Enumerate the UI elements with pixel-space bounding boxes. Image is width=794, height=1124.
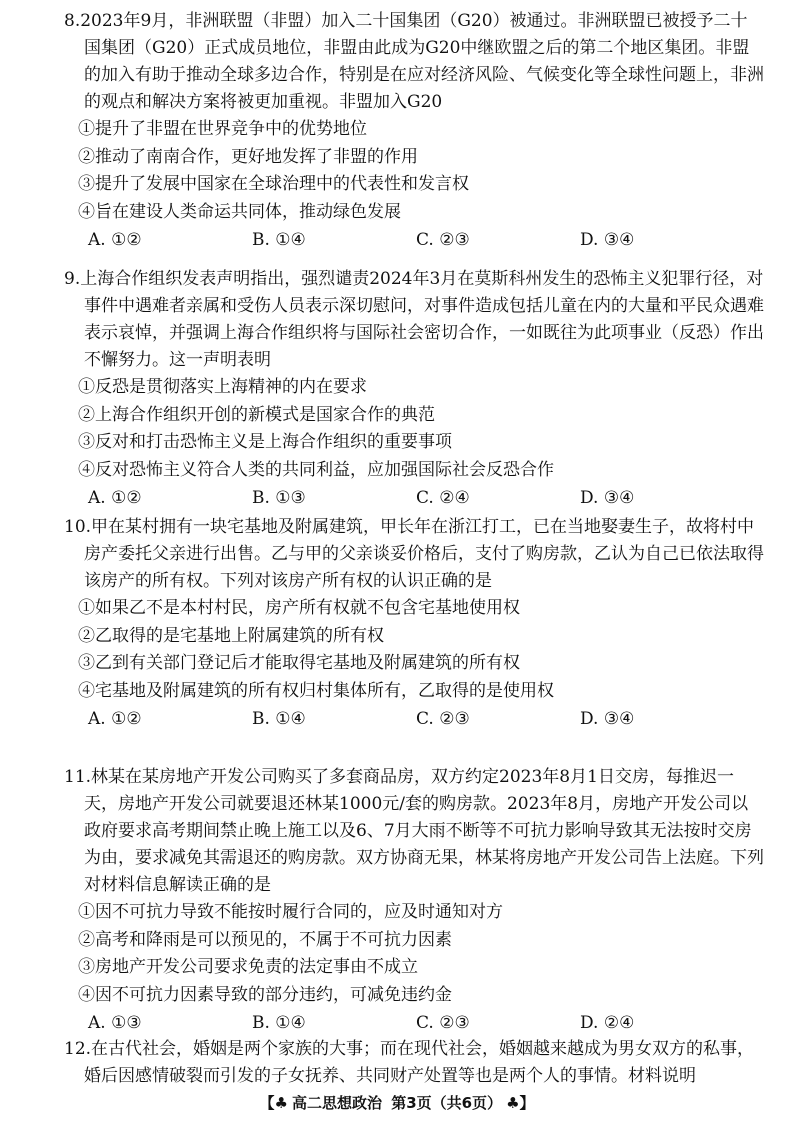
statement-1: ①因不可抗力导致不能按时履行合同的，应及时通知对方 <box>78 902 503 922</box>
stem-text: 在古代社会，婚姻是两个家族的大事；而在现代社会，婚姻越来越成为男女双方的私事，婚后因感情破裂而引发的子女抚养、共同财产处置等也是两个人的事情。材料说明 <box>84 1039 755 1086</box>
answer-options <box>64 705 764 733</box>
option-b[interactable]: B. ①④ <box>252 230 306 250</box>
statement-2: ②推动了南南合作，更好地发挥了非盟的作用 <box>78 146 418 167</box>
statement-1: ①反恐是贯彻落实上海精神的内在要求 <box>78 377 367 397</box>
option-a[interactable]: A. ①② <box>88 230 142 250</box>
question-number: 11. <box>64 767 92 787</box>
statement-2: ②乙取得的是宅基地上附属建筑的所有权 <box>78 625 384 646</box>
question-9 <box>64 266 764 512</box>
statement-4: ④旨在建设人类命运共同体，推动绿色发展 <box>78 201 401 222</box>
answer-options <box>64 484 764 512</box>
answer-options <box>64 1009 764 1037</box>
question-number: 10. <box>64 517 92 537</box>
statement-1: ①如果乙不是本村村民，房产所有权就不包含宅基地使用权 <box>78 598 520 618</box>
footer-right-mark: ♣】 <box>506 1094 535 1112</box>
option-d[interactable]: D. ②④ <box>580 1013 635 1033</box>
question-stem <box>64 8 764 116</box>
question-stem <box>64 514 764 595</box>
option-d[interactable]: D. ③④ <box>580 230 635 250</box>
option-a[interactable]: A. ①② <box>88 488 142 508</box>
stem-text: 林某在某房地产开发公司购买了多套商品房，双方约定2023年8月1日交房，每推迟一天，房地产开发公司就要退还林某1000元/套的购房款。2023年8月，房地产开发公司以政府要求高考期间禁止晚上施工以及6、7月大雨不断等不可抗力影响导致其无法按时交房为由，要求减免其需退还的购房款。双方协商无果，林某将房地产开发公司告上法庭。下列对材料信息解读正确的是 <box>84 767 764 895</box>
option-b[interactable]: B. ①③ <box>252 488 306 508</box>
question-number: 8. <box>64 11 81 31</box>
statement-3: ③乙到有关部门登记后才能取得宅基地及附属建筑的所有权 <box>78 653 520 673</box>
option-d[interactable]: D. ③④ <box>580 709 635 729</box>
option-a[interactable]: A. ①③ <box>88 1013 142 1033</box>
option-c[interactable]: C. ②③ <box>416 1013 470 1033</box>
stem-text: 甲在某村拥有一块宅基地及附属建筑，甲长年在浙江打工，已在当地娶妻生子，故将村中房产委托父亲进行出售。乙与甲的父亲谈妥价格后，支付了购房款，乙认为自己已依法取得该房产的所有权。下列对该房产所有权的认识正确的是 <box>84 517 764 591</box>
question-10 <box>64 514 764 733</box>
option-a[interactable]: A. ①② <box>88 709 142 729</box>
statement-4: ④反对恐怖主义符合人类的共同利益，应加强国际社会反恐合作 <box>78 459 554 480</box>
statement-4: ④宅基地及附属建筑的所有权归村集体所有，乙取得的是使用权 <box>78 680 554 701</box>
question-number: 12. <box>64 1039 92 1059</box>
stem-text: 上海合作组织发表声明指出，强烈谴责2024年3月在莫斯科州发生的恐怖主义犯罪行径，对事件中遇难者亲属和受伤人员表示深切慰问，对事件造成包括儿童在内的大量和平民众遇难表示哀悼，并强调上海合作组织将与国际社会密切合作，一如既往为此项事业（反恐）作出不懈努力。这一声明表明 <box>80 269 764 370</box>
question-number: 9. <box>64 269 81 289</box>
statement-4: ④因不可抗力因素导致的部分违约，可减免违约金 <box>78 984 452 1005</box>
question-stem <box>64 764 764 899</box>
option-c[interactable]: C. ②④ <box>416 488 470 508</box>
question-stem <box>64 1036 764 1090</box>
stem-text: 2023年9月，非洲联盟（非盟）加入二十国集团（G20）被通过。非洲联盟已被授予二十国集团（G20）正式成员地位，非盟由此成为G20中继欧盟之后的第二个地区集团。非盟的加入有助于推动全球多边合作，特别是在应对经济风险、气候变化等全球性问题上，非洲的观点和解决方案将被更加重视。非盟加入G20 <box>80 11 764 112</box>
question-11 <box>64 764 764 1037</box>
statement-1: ①提升了非盟在世界竞争中的优势地位 <box>78 119 367 139</box>
statement-2: ②上海合作组织开创的新模式是国家合作的典范 <box>78 404 435 425</box>
footer-page-number: 第3页（共6页） <box>391 1094 503 1112</box>
statement-3: ③房地产开发公司要求免责的法定事由不成立 <box>78 957 418 977</box>
option-b[interactable]: B. ①④ <box>252 1013 306 1033</box>
statement-2: ②高考和降雨是可以预见的，不属于不可抗力因素 <box>78 929 452 950</box>
footer-course: 高二思想政治 <box>291 1094 382 1112</box>
question-12 <box>64 1036 764 1090</box>
page-footer <box>0 1092 794 1113</box>
statement-3: ③反对和打击恐怖主义是上海合作组织的重要事项 <box>78 432 452 452</box>
footer-left-mark: 【♣ <box>259 1094 288 1112</box>
question-8 <box>64 8 764 254</box>
answer-options <box>64 226 764 254</box>
statement-3: ③提升了发展中国家在全球治理中的代表性和发言权 <box>78 174 469 194</box>
option-c[interactable]: C. ②③ <box>416 230 470 250</box>
option-c[interactable]: C. ②③ <box>416 709 470 729</box>
question-stem <box>64 266 764 374</box>
option-b[interactable]: B. ①④ <box>252 709 306 729</box>
option-d[interactable]: D. ③④ <box>580 488 635 508</box>
